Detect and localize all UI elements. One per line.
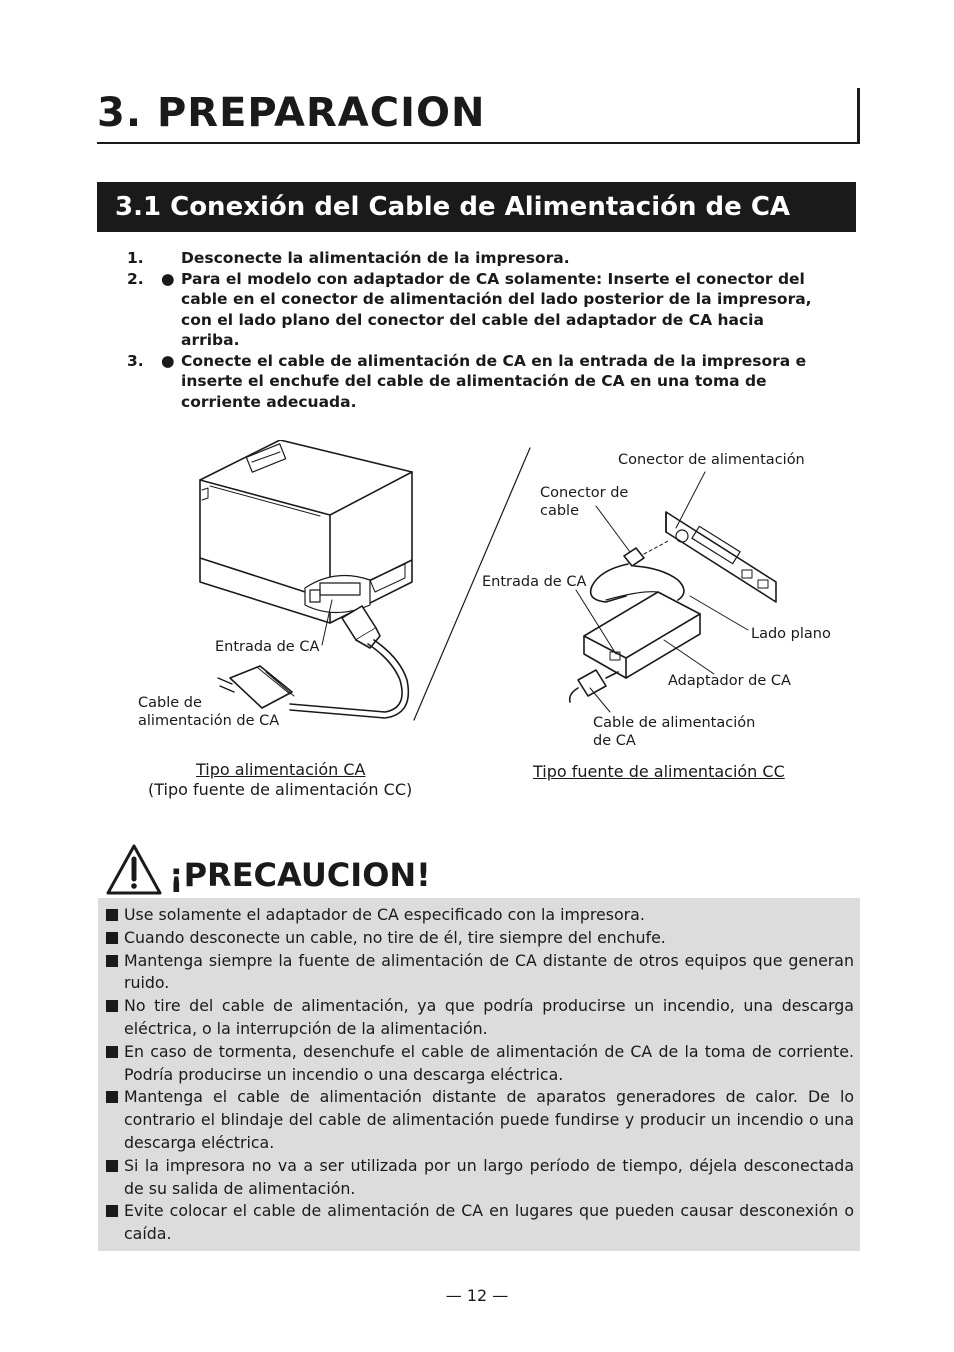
caution-item — [106, 927, 854, 950]
step-text: Para el modelo con adaptador de CA solamente: Inserte el conector del cable en el conector de alimentación del lado posterior de la impresora, con el lado plano del conector del cable del adaptador de CA hacia arriba. — [181, 269, 812, 349]
warning-icon — [105, 843, 163, 897]
chapter-header — [97, 88, 860, 144]
label-ac-inlet-left: Entrada de CA — [215, 639, 320, 655]
label-ac-adapter: Adaptador de CA — [668, 673, 791, 689]
caution-title: ¡PRECAUCION! — [169, 856, 431, 894]
caution-text: En caso de tormenta, desenchufe el cable de alimentación de CA de la toma de corriente. Podría producirse un incendio o una descarga eléctrica. — [124, 1041, 854, 1084]
caution-item — [106, 995, 854, 1041]
caption-ac-type: Tipo alimentación CA — [196, 760, 366, 779]
label-cable-connector-line2: cable — [540, 503, 580, 519]
caution-header — [105, 843, 505, 899]
caution-text: No tire del cable de alimentación, ya que podría producirse un incendio, una descarga eléctrica, o la interrupción de la alimentación. — [124, 996, 854, 1038]
label-ac-cable-left-line2: alimentación de CA — [138, 713, 280, 729]
step-number: 3. — [127, 351, 144, 370]
printer-illustration — [200, 440, 412, 623]
connection-diagram — [130, 440, 850, 810]
step-text: Conecte el cable de alimentación de CA en la entrada de la impresora e inserte el enchufe del cable de alimentación de CA en una toma de corriente adecuada. — [181, 351, 807, 411]
square-bullet-icon — [106, 1091, 118, 1103]
square-bullet-icon — [106, 932, 118, 944]
square-bullet-icon — [106, 1160, 118, 1172]
caution-item — [106, 1041, 854, 1087]
caution-text: Mantenga siempre la fuente de alimentación de CA distante de otros equipos que generan ruido. — [124, 950, 854, 993]
caution-text: Mantenga el cable de alimentación distante de aparatos generadores de calor. De lo contrario el blindaje del cable de alimentación puede fundirse y producir un incendio o una descarga eléctrica. — [124, 1087, 854, 1152]
step-number: 1. — [127, 249, 144, 267]
caption-dc-type: Tipo fuente de alimentación CC — [533, 762, 785, 781]
caption-dc-type-paren: (Tipo fuente de alimentación CC) — [148, 780, 413, 799]
square-bullet-icon — [106, 1205, 118, 1217]
label-cable-connector-line1: Conector de — [540, 485, 629, 501]
label-ac-cable-left-line1: Cable de — [138, 695, 202, 711]
section-title: 3.1 Conexión del Cable de Alimentación de CA — [115, 192, 791, 222]
bullet-icon: ● — [161, 269, 175, 288]
caution-item — [106, 1086, 854, 1154]
caution-text: Cuando desconecte un cable, no tire de él, tire siempre del enchufe. — [124, 927, 666, 947]
step-item — [127, 248, 827, 269]
diagram-illustration — [130, 440, 850, 810]
caution-list — [106, 904, 854, 1246]
steps-list — [127, 248, 827, 412]
square-bullet-icon — [106, 1046, 118, 1058]
step-text: Desconecte la alimentación de la impresora. — [181, 249, 570, 267]
square-bullet-icon — [106, 955, 118, 967]
square-bullet-icon — [106, 1000, 118, 1012]
step-number: 2. — [127, 269, 144, 288]
label-ac-cable-right-line2: de CA — [593, 733, 636, 749]
ac-cable-illustration — [218, 606, 408, 718]
caution-item — [106, 904, 854, 927]
caution-item — [106, 1200, 854, 1246]
label-flat-side: Lado plano — [751, 626, 831, 642]
caution-item — [106, 950, 854, 996]
caution-text: Evite colocar el cable de alimentación de CA en lugares que pueden causar desconexión o caída. — [124, 1201, 854, 1244]
chapter-title: 3. PREPARACION — [97, 90, 486, 136]
bullet-icon: ● — [161, 351, 175, 370]
rear-panel-illustration — [666, 512, 776, 602]
caution-text: Si la impresora no va a ser utilizada por un largo período de tiempo, déjela desconectada de su salida de alimentación. — [124, 1155, 854, 1198]
step-item — [127, 269, 827, 351]
caution-item — [106, 1155, 854, 1201]
caution-text: Use solamente el adaptador de CA especificado con la impresora. — [124, 905, 645, 924]
label-ac-cable-right-line1: Cable de alimentación — [593, 715, 756, 731]
label-ac-inlet-right: Entrada de CA — [482, 574, 587, 590]
section-bar — [97, 182, 856, 232]
square-bullet-icon — [106, 909, 118, 921]
step-item — [127, 351, 827, 413]
page-number: — 12 — — [445, 1286, 509, 1305]
caution-box — [98, 898, 860, 1251]
label-power-connector: Conector de alimentación — [618, 452, 805, 468]
